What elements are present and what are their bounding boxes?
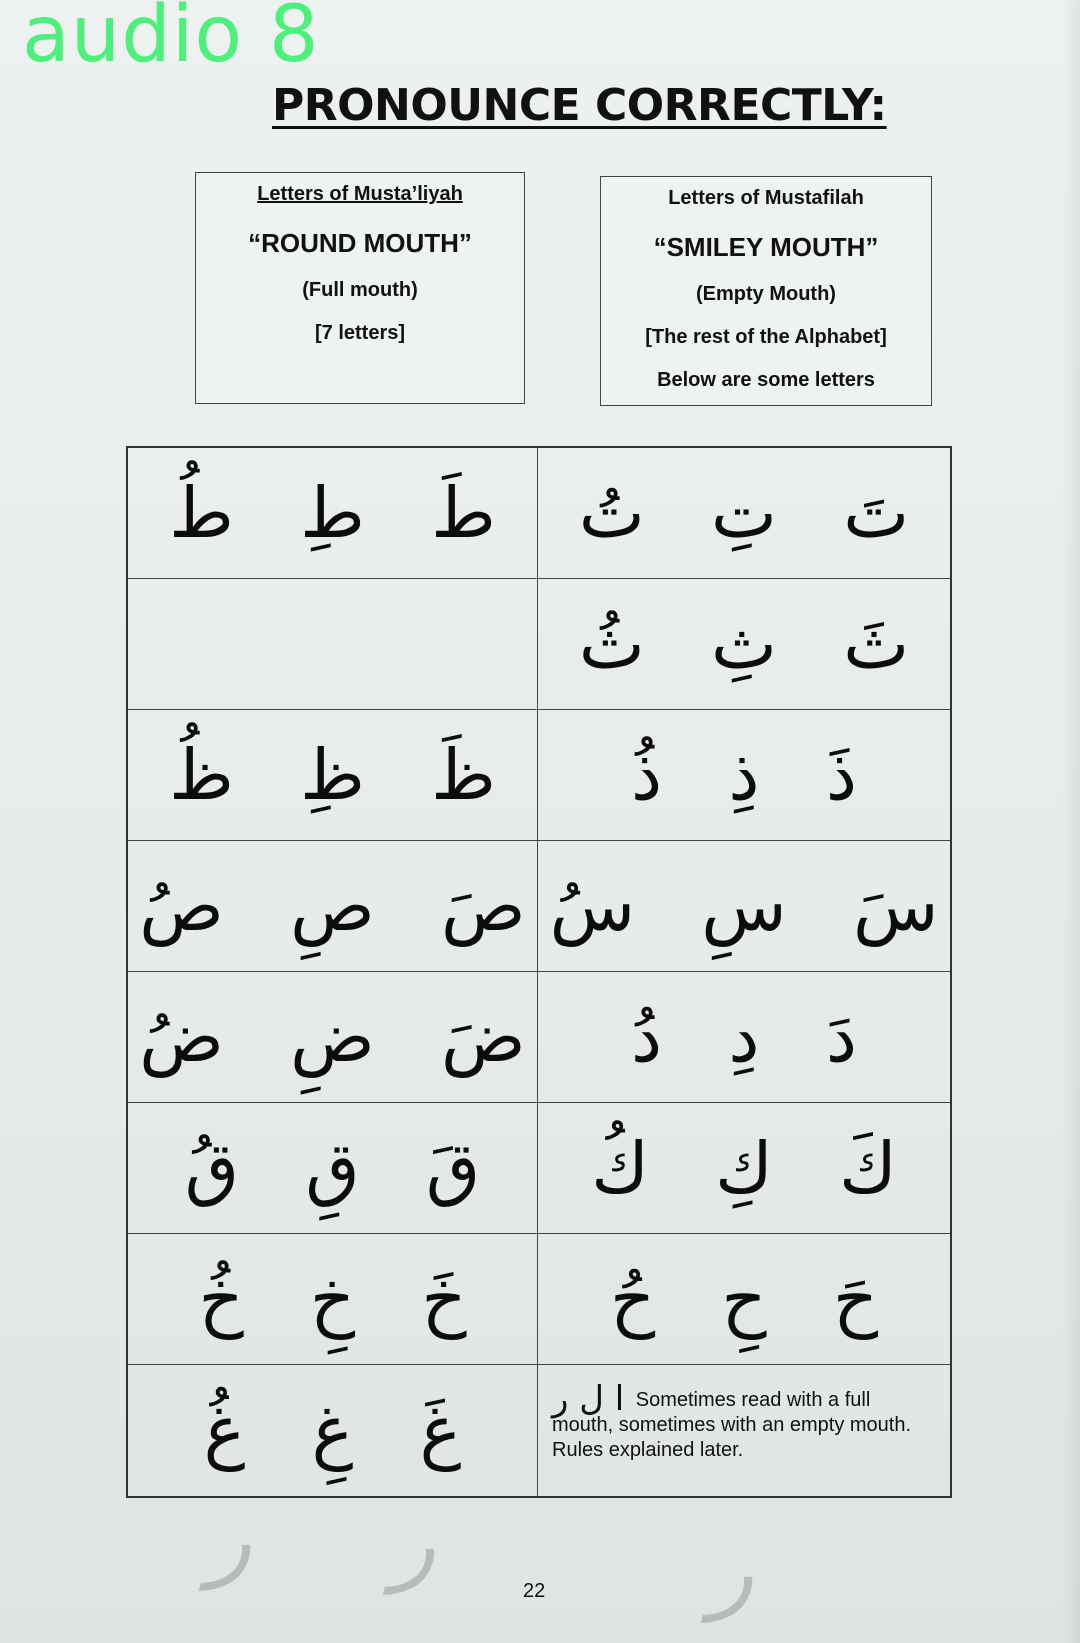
arabic-letters: ذَ ذِ ذُ (630, 734, 858, 816)
table-row (128, 1103, 950, 1234)
smiley-mouth-note: Below are some letters (657, 369, 875, 391)
arabic-letters: ضَ ضِ ضُ (139, 996, 526, 1078)
full-mouth-cell (128, 972, 538, 1102)
full-mouth-cell (128, 1234, 538, 1364)
full-mouth-cell (128, 1103, 538, 1233)
round-mouth-name: “ROUND MOUTH” (248, 228, 472, 258)
round-mouth-count: [7 letters] (314, 322, 406, 344)
round-mouth-box (195, 172, 525, 404)
smiley-mouth-box (600, 176, 932, 406)
empty-mouth-cell (538, 841, 950, 971)
arabic-letters: ثَ ثِ ثُ (578, 603, 910, 685)
empty-mouth-cell (538, 448, 950, 578)
smiley-mouth-name: “SMILEY MOUTH” (653, 232, 879, 262)
full-mouth-cell (128, 841, 538, 971)
table-row (128, 579, 950, 710)
letters-table (126, 446, 952, 1498)
smiley-mouth-count: [The rest of the Alphabet] (645, 326, 887, 348)
arabic-letters: دَ دِ دُ (630, 996, 858, 1078)
table-row (128, 841, 950, 972)
arabic-letters: ظَ ظِ ظُ (169, 734, 496, 816)
table-row (128, 1365, 950, 1496)
arabic-letters: قَ قِ قُ (184, 1127, 481, 1209)
audio-label: audio 8 (22, 0, 320, 80)
arabic-letters: صَ صِ صُ (139, 865, 526, 947)
special-arabic-letters: ا ل ر (552, 1379, 625, 1419)
full-mouth-cell (128, 579, 538, 709)
arabic-letters: خَ خِ خُ (198, 1258, 467, 1340)
pencil-mark: ر (710, 1518, 754, 1623)
arabic-letters: حَ حِ حُ (609, 1258, 879, 1340)
table-row (128, 1234, 950, 1365)
empty-mouth-cell (538, 710, 950, 840)
full-mouth-cell (128, 1365, 538, 1496)
pencil-mark: ر (392, 1490, 436, 1595)
table-row (128, 448, 950, 579)
arabic-letters: تَ تِ تُ (578, 472, 910, 554)
page-number: 22 (523, 1580, 546, 1602)
smiley-mouth-desc: (Empty Mouth) (696, 283, 836, 305)
arabic-letters: طَ طِ طُ (169, 472, 496, 554)
empty-mouth-cell (538, 1234, 950, 1364)
full-mouth-cell (128, 710, 538, 840)
page-edge-shadow (1062, 0, 1080, 1643)
round-mouth-desc: (Full mouth) (302, 279, 418, 301)
special-letters-note (538, 1365, 950, 1496)
empty-mouth-cell (538, 1103, 950, 1233)
empty-mouth-cell (538, 972, 950, 1102)
table-row (128, 710, 950, 841)
smiley-mouth-title: Letters of Mustafilah (668, 187, 864, 209)
arabic-letters: غَ غِ غُ (203, 1389, 462, 1472)
page-heading: PRONOUNCE CORRECTLY: (272, 80, 887, 131)
arabic-letters: كَ كِ كُ (591, 1127, 897, 1209)
table-row (128, 972, 950, 1103)
empty-mouth-cell (538, 579, 950, 709)
arabic-letters: سَ سِ سُ (549, 865, 939, 947)
special-letters-text: Sometimes read with a full mouth, sometimes with an empty mouth. Rules explained later. (552, 1389, 912, 1461)
full-mouth-cell (128, 448, 538, 578)
round-mouth-title: Letters of Musta’liyah (257, 183, 463, 205)
pencil-mark: ر (208, 1486, 252, 1591)
